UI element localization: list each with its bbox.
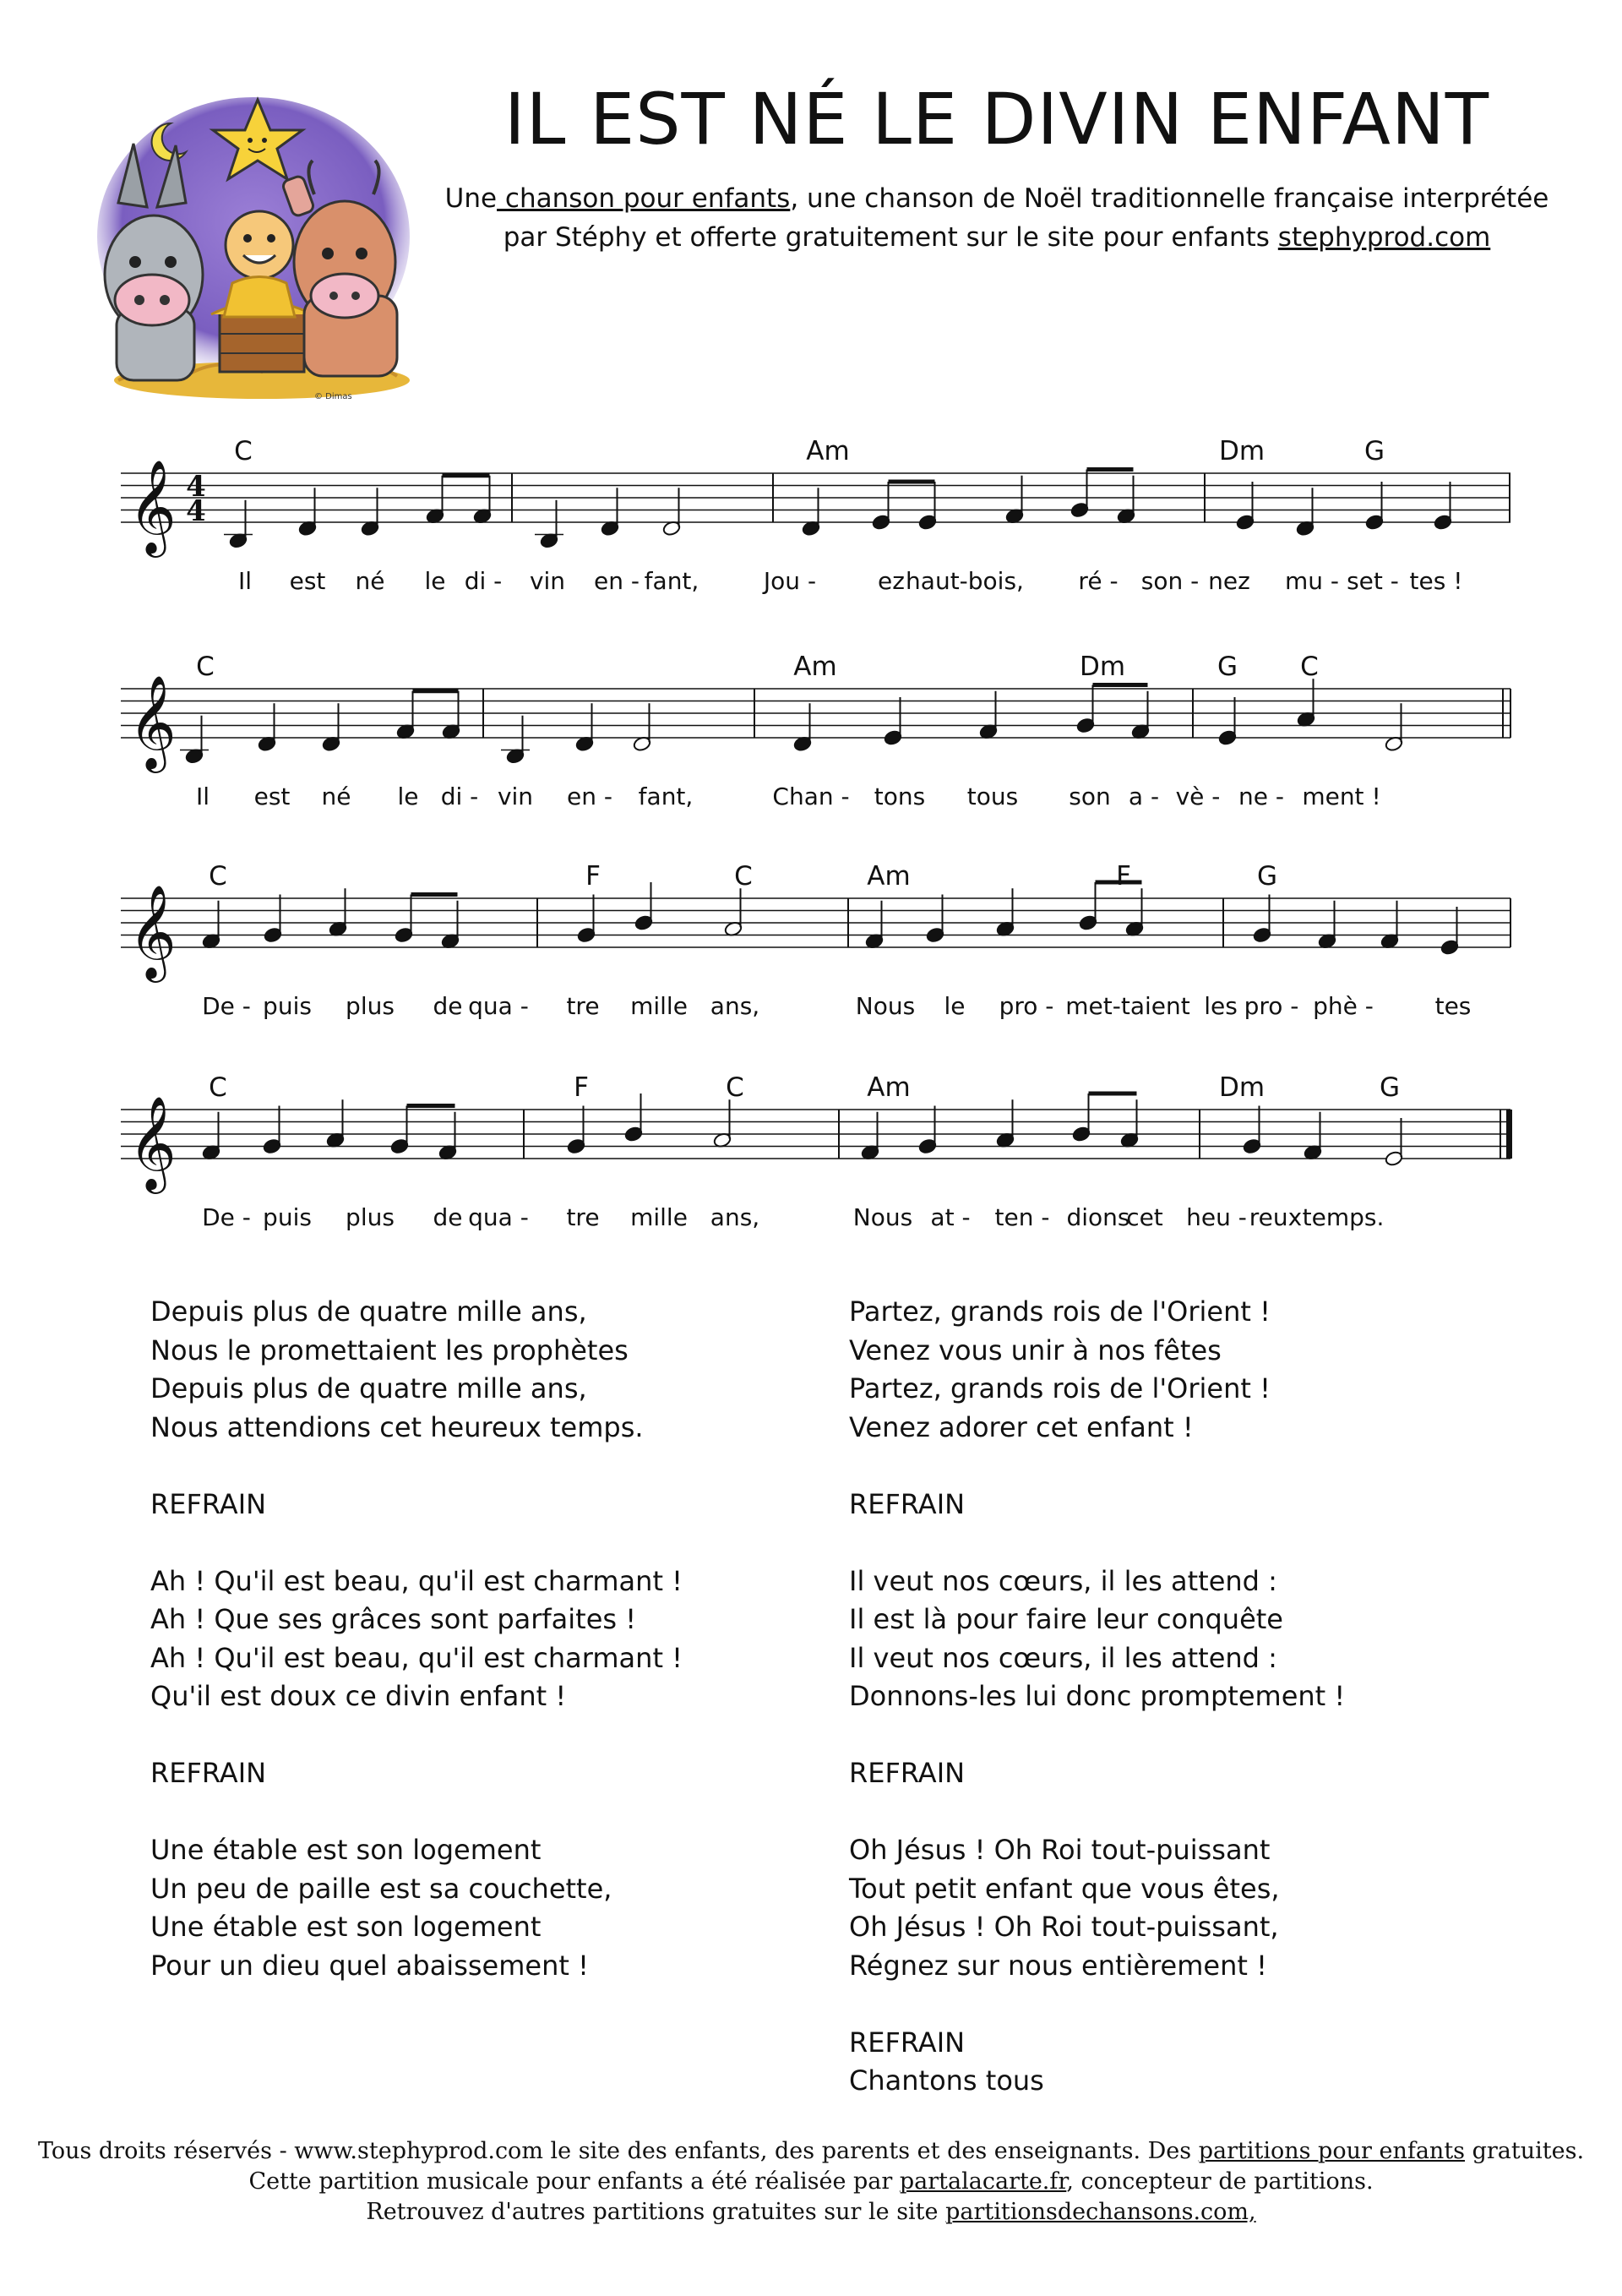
lyric-line: Ah ! Qu'il est beau, qu'il est charmant ! — [150, 1641, 683, 1674]
lyric-syllable: met-taient — [1065, 992, 1190, 1020]
lyric-syllable: est — [253, 783, 291, 810]
lyric-syllable: Il — [237, 567, 253, 595]
chord-symbol: G — [1216, 652, 1238, 682]
lyric-syllable: fant, — [638, 783, 694, 810]
lyric-syllable: né — [355, 567, 385, 595]
lyric-syllable: tes ! — [1409, 567, 1463, 595]
lyric-syllable: plus — [346, 1203, 395, 1231]
lyric-syllable: dions — [1066, 1203, 1130, 1231]
lyric-syllable: de — [433, 992, 463, 1020]
lyric-syllable: le — [424, 567, 446, 595]
lyric-syllable: plus — [346, 992, 395, 1020]
lyric-line: Venez vous unir à nos fêtes — [849, 1333, 1222, 1366]
subtitle-text: par Stéphy et offerte gratuitement sur le site pour enfants — [503, 222, 1278, 253]
chord-symbol: F — [574, 1072, 589, 1103]
lyric-syllable: ans, — [710, 992, 760, 1020]
treble-clef-icon: 𝄞 — [128, 459, 177, 554]
chord-symbol: C — [726, 1072, 744, 1103]
lyric-syllable: reux — [1249, 1203, 1303, 1231]
lyric-line — [150, 1447, 843, 1486]
lyric-syllable: nez — [1208, 567, 1250, 595]
lyric-syllable: pro - — [1244, 992, 1299, 1020]
lyric-syllable: le — [397, 783, 419, 810]
lyric-line: Depuis plus de quatre mille ans, — [150, 1295, 587, 1328]
lyric-line — [849, 1524, 1542, 1562]
lyric-syllable: vin — [497, 783, 534, 810]
lyric-syllable: tre — [566, 992, 600, 1020]
final-barline — [1506, 1110, 1512, 1159]
chord-symbol: G — [1256, 861, 1278, 892]
lyric-line — [849, 1447, 1542, 1486]
lyric-syllable: son - — [1140, 567, 1200, 595]
lyric-syllable: les — [1204, 992, 1238, 1020]
treble-clef-icon: 𝄞 — [128, 674, 177, 769]
lyrics-left-column — [150, 1293, 843, 1985]
lyric-line: Il est là pour faire leur conquête — [849, 1603, 1283, 1635]
chanson-pour-enfants-link[interactable]: chanson pour enfants — [497, 183, 791, 214]
chord-symbol: C — [1300, 652, 1319, 682]
lyric-syllable: Nous — [855, 992, 916, 1020]
lyric-line: Depuis plus de quatre mille ans, — [150, 1372, 587, 1404]
chord-symbol: C — [209, 861, 227, 892]
chord-symbol: Dm — [1079, 652, 1126, 682]
chord-symbol: F — [585, 861, 601, 892]
lyric-syllable: De - — [202, 992, 251, 1020]
lyric-syllable: puis — [263, 1203, 312, 1231]
lyric-syllable: tes — [1434, 992, 1472, 1020]
footer-text: Cette partition musicale pour enfants a été réalisée par — [248, 2168, 900, 2195]
lyric-syllable: né — [321, 783, 351, 810]
lyric-syllable: mille — [630, 992, 688, 1020]
chord-symbol: C — [196, 652, 215, 682]
lyric-line: Il veut nos cœurs, il les attend : — [849, 1641, 1277, 1674]
lyric-line: Il veut nos cœurs, il les attend : — [849, 1564, 1277, 1597]
lyric-line: Régnez sur nous entièrement ! — [849, 1949, 1267, 1982]
refrain-marker: REFRAIN — [150, 1757, 267, 1789]
lyric-syllable: Il — [195, 783, 210, 810]
lyric-syllable: en - — [594, 567, 640, 595]
footer-text: , concepteur de partitions. — [1066, 2168, 1374, 2195]
lyric-syllable: cet — [1126, 1203, 1163, 1231]
staff-system — [121, 1093, 1512, 1194]
time-signature-top: 4 — [186, 470, 206, 504]
lyric-syllable: temps. — [1302, 1203, 1385, 1231]
lyric-line: Venez adorer cet enfant ! — [849, 1410, 1194, 1443]
lyric-syllable: at - — [930, 1203, 971, 1231]
lyric-syllable: son — [1069, 783, 1111, 810]
treble-clef-icon: 𝄞 — [128, 884, 177, 979]
chord-symbol: F — [1116, 861, 1131, 892]
lyric-line: Un peu de paille est sa couchette, — [150, 1872, 612, 1905]
lyric-syllable: fant, — [644, 567, 699, 595]
refrain-marker: REFRAIN — [849, 1487, 966, 1520]
lyrics-right-column — [849, 1293, 1542, 2101]
chord-symbol: Am — [806, 436, 850, 466]
lyric-line: Pour un dieu quel abaissement ! — [150, 1949, 589, 1982]
lyric-syllable: ez — [878, 567, 905, 595]
lyric-syllable: qua - — [468, 992, 529, 1020]
time-signature-bottom: 4 — [186, 494, 206, 528]
lyric-line — [150, 1716, 843, 1755]
subtitle-text: , une chanson de Noël traditionnelle française interprétée — [790, 183, 1549, 214]
lyric-line: Tout petit enfant que vous êtes, — [849, 1872, 1280, 1905]
lyric-line — [849, 1716, 1542, 1755]
lyric-syllable: phè - — [1313, 992, 1374, 1020]
chord-symbol: Am — [867, 1072, 911, 1103]
lyric-line: Ah ! Qu'il est beau, qu'il est charmant ! — [150, 1564, 683, 1597]
lyric-syllable: Chan - — [772, 783, 850, 810]
lyric-syllable: ans, — [710, 1203, 760, 1231]
lyric-line — [849, 1793, 1542, 1832]
lyric-syllable: vin — [529, 567, 566, 595]
lyric-line: Donnons-les lui donc promptement ! — [849, 1680, 1346, 1712]
lyric-line: Oh Jésus ! Oh Roi tout-puissant, — [849, 1911, 1279, 1943]
lyric-syllable: De - — [202, 1203, 251, 1231]
lyric-line: Ah ! Que ses grâces sont parfaites ! — [150, 1603, 637, 1635]
staff-system — [121, 459, 1510, 558]
lyric-syllable: tons — [874, 783, 926, 810]
lyric-syllable: de — [433, 1203, 463, 1231]
lyric-syllable: set - — [1347, 567, 1399, 595]
lyric-syllable: heu - — [1186, 1203, 1247, 1231]
lyric-syllable: Jou - — [763, 567, 817, 595]
footer-text: Retrouvez d'autres partitions gratuites sur le site — [366, 2199, 946, 2225]
lyric-line: Nous attendions cet heureux temps. — [150, 1410, 644, 1443]
staff-system — [121, 674, 1510, 773]
stephyprod-link[interactable]: stephyprod.com — [1277, 222, 1491, 253]
lyric-syllable: a - — [1128, 783, 1160, 810]
chord-symbol: Dm — [1218, 436, 1265, 466]
lyric-syllable: haut-bois, — [906, 567, 1024, 595]
lyric-syllable: est — [289, 567, 326, 595]
signature: © Dimas — [314, 392, 352, 401]
lyric-syllable: qua - — [468, 1203, 529, 1231]
lyric-syllable: Nous — [852, 1203, 913, 1231]
treble-clef-icon: 𝄞 — [128, 1095, 177, 1190]
lyric-syllable: mu - — [1284, 567, 1340, 595]
lyric-syllable: vè - — [1175, 783, 1221, 810]
footer-text: gratuites. — [1465, 2138, 1585, 2164]
lyric-syllable: en - — [567, 783, 612, 810]
page-title: IL EST NÉ LE DIVIN ENFANT — [503, 78, 1490, 161]
chord-symbol: C — [209, 1072, 227, 1103]
lyric-line: Chantons tous — [849, 2064, 1044, 2097]
footer — [0, 2136, 1622, 2228]
lyric-syllable: di - — [440, 783, 479, 810]
chord-symbol: G — [1379, 1072, 1401, 1103]
lyric-line: Une étable est son logement — [150, 1911, 542, 1943]
partitionsdechansons-link[interactable]: partitionsdechansons.com, — [945, 2199, 1256, 2225]
lyric-syllable: le — [944, 992, 966, 1020]
refrain-marker: REFRAIN — [849, 1757, 966, 1789]
refrain-marker: REFRAIN — [849, 2026, 966, 2059]
lyric-line: Partez, grands rois de l'Orient ! — [849, 1295, 1271, 1328]
chord-symbol: G — [1363, 436, 1385, 466]
lyric-line: Qu'il est doux ce divin enfant ! — [150, 1680, 567, 1712]
partitions-pour-enfants-link[interactable]: partitions pour enfants — [1198, 2138, 1466, 2164]
lyric-line: Une étable est son logement — [150, 1834, 542, 1866]
chord-symbol: Am — [867, 861, 911, 892]
partalacarte-link[interactable]: partalacarte.fr — [899, 2168, 1067, 2195]
lyric-line: Partez, grands rois de l'Orient ! — [849, 1372, 1271, 1404]
lyric-line: Oh Jésus ! Oh Roi tout-puissant — [849, 1834, 1271, 1866]
lyric-syllable: ne - — [1238, 783, 1284, 810]
chord-symbol: Am — [793, 652, 837, 682]
refrain-marker: REFRAIN — [150, 1487, 267, 1520]
lyric-line — [849, 1985, 1542, 2024]
lyric-line — [150, 1793, 843, 1832]
lyric-line — [150, 1524, 843, 1562]
lyric-syllable: puis — [263, 992, 312, 1020]
lyric-syllable: pro - — [999, 992, 1054, 1020]
subtitle-text: Une — [444, 183, 498, 214]
lyric-syllable: ment ! — [1302, 783, 1381, 810]
chord-symbol: C — [734, 861, 753, 892]
lyric-syllable: di - — [464, 567, 503, 595]
lyric-syllable: ré - — [1078, 567, 1119, 595]
lyric-line: Nous le promettaient les prophètes — [150, 1333, 629, 1366]
footer-text: Tous droits réservés - www.stephyprod.com le site des enfants, des parents et des enseignants. Des — [37, 2138, 1199, 2164]
lyric-syllable: tous — [966, 783, 1019, 810]
lyric-syllable: tre — [566, 1203, 600, 1231]
lyric-syllable: ten - — [994, 1203, 1050, 1231]
chord-symbol: Dm — [1218, 1072, 1265, 1103]
staff-system — [121, 882, 1510, 983]
chord-symbol: C — [234, 436, 253, 466]
lyric-syllable: mille — [630, 1203, 688, 1231]
